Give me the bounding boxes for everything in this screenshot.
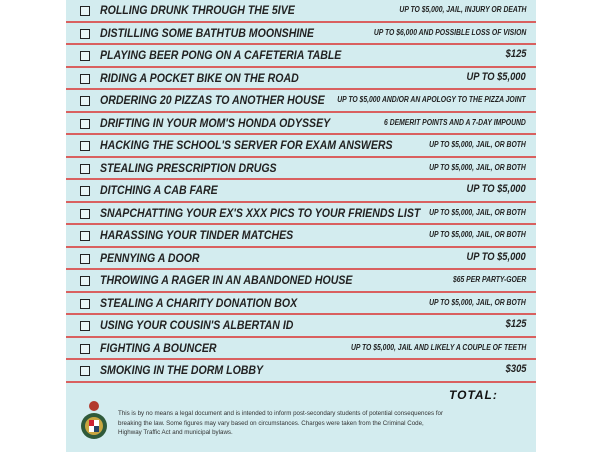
penalty-text: UP TO $5,000 (466, 183, 526, 195)
penalty-text: $125 (505, 48, 526, 60)
checklist-row (66, 68, 536, 91)
penalty-text: UP TO $5,000, JAIL, OR BOTH (429, 207, 526, 217)
penalty-text: UP TO $6,000 AND POSSIBLE LOSS OF VISION (373, 27, 526, 37)
checklist-row (66, 360, 536, 383)
offense-label: THROWING A RAGER IN AN ABANDONED HOUSE (100, 273, 353, 287)
offense-label: PLAYING BEER PONG ON A CAFETERIA TABLE (100, 48, 342, 62)
offense-label: DRIFTING IN YOUR MOM'S HONDA ODYSSEY (100, 115, 331, 130)
checkbox[interactable] (80, 321, 90, 331)
checkbox[interactable] (80, 119, 90, 129)
checklist-row (66, 113, 536, 136)
checkbox[interactable] (80, 141, 90, 151)
offense-label: SNAPCHATTING YOUR EX'S XXX PICS TO YOUR FRIENDS LIST (100, 205, 421, 220)
checkbox[interactable] (80, 254, 90, 264)
penalty-text: UP TO $5,000, JAIL, INJURY OR DEATH (399, 5, 526, 14)
checklist-row (66, 338, 536, 361)
penalty-text: $305 (505, 363, 526, 375)
offense-label: USING YOUR COUSIN'S ALBERTAN ID (100, 318, 294, 332)
offense-label: RIDING A POCKET BIKE ON THE ROAD (100, 70, 299, 85)
penalty-text: UP TO $5,000, JAIL AND LIKELY A COUPLE OF TEETH (350, 342, 526, 352)
penalty-text: UP TO $5,000 AND/OR AN APOLOGY TO THE PIZZA JOINT (337, 95, 526, 104)
checkbox[interactable] (80, 231, 90, 241)
checkbox[interactable] (80, 164, 90, 174)
checkbox[interactable] (80, 209, 90, 219)
checkbox[interactable] (80, 6, 90, 16)
penalty-text: UP TO $5,000, JAIL, OR BOTH (429, 162, 526, 172)
checkbox[interactable] (80, 96, 90, 106)
checklist-row (66, 23, 536, 46)
checkbox[interactable] (80, 299, 90, 309)
offense-label: STEALING A CHARITY DONATION BOX (100, 295, 298, 310)
penalty-text: UP TO $5,000 (466, 250, 526, 263)
checklist-panel (66, 0, 536, 452)
checkbox[interactable] (80, 366, 90, 376)
offense-label: ORDERING 20 PIZZAS TO ANOTHER HOUSE (100, 93, 325, 107)
offense-label: ROLLING DRUNK THROUGH THE 5IVE (100, 3, 295, 17)
checklist-row (66, 315, 536, 338)
checklist-row (66, 203, 536, 226)
penalty-text: 6 DEMERIT POINTS AND A 7-DAY IMPOUND (384, 117, 526, 127)
offense-label: HACKING THE SCHOOL'S SERVER FOR EXAM ANSWERS (100, 138, 393, 152)
police-crest-icon (80, 400, 108, 440)
penalty-text: $65 PER PARTY-GOER (452, 275, 526, 284)
checklist-row (66, 0, 536, 23)
checklist-row (66, 293, 536, 316)
offense-label: PENNYING A DOOR (100, 250, 200, 265)
checkbox[interactable] (80, 29, 90, 39)
checklist-row (66, 45, 536, 68)
disclaimer-text: This is by no means a legal document and is intended to inform post-secondary students of potential consequences for breaking the law. Some figures may vary based on circumstances. Charges were taken from the Criminal Code, Highway Traffic Act and municipal bylaws. (118, 410, 444, 436)
checklist-row (66, 225, 536, 248)
penalty-text: UP TO $5,000 (466, 70, 526, 83)
offense-label: DISTILLING SOME BATHTUB MOONSHINE (100, 25, 314, 40)
offense-label: DITCHING A CAB FARE (100, 183, 218, 197)
checkbox[interactable] (80, 51, 90, 61)
offense-label: FIGHTING A BOUNCER (100, 340, 217, 355)
checkbox[interactable] (80, 186, 90, 196)
offense-label: SMOKING IN THE DORM LOBBY (100, 363, 264, 377)
checkbox[interactable] (80, 74, 90, 84)
checklist-row (66, 158, 536, 181)
total-label: TOTAL: (449, 388, 498, 402)
penalty-text: UP TO $5,000, JAIL, OR BOTH (429, 140, 526, 149)
penalty-text: $125 (505, 318, 526, 330)
penalty-text: UP TO $5,000, JAIL, OR BOTH (429, 297, 526, 307)
checklist-row (66, 180, 536, 203)
penalty-text: UP TO $5,000, JAIL, OR BOTH (429, 230, 526, 239)
offense-label: STEALING PRESCRIPTION DRUGS (100, 160, 277, 175)
checklist-row (66, 90, 536, 113)
offense-label: HARASSING YOUR TINDER MATCHES (100, 228, 294, 242)
checkbox[interactable] (80, 276, 90, 286)
checklist-row (66, 135, 536, 158)
checklist-row (66, 270, 536, 293)
checkbox[interactable] (80, 344, 90, 354)
checklist-row (66, 248, 536, 271)
